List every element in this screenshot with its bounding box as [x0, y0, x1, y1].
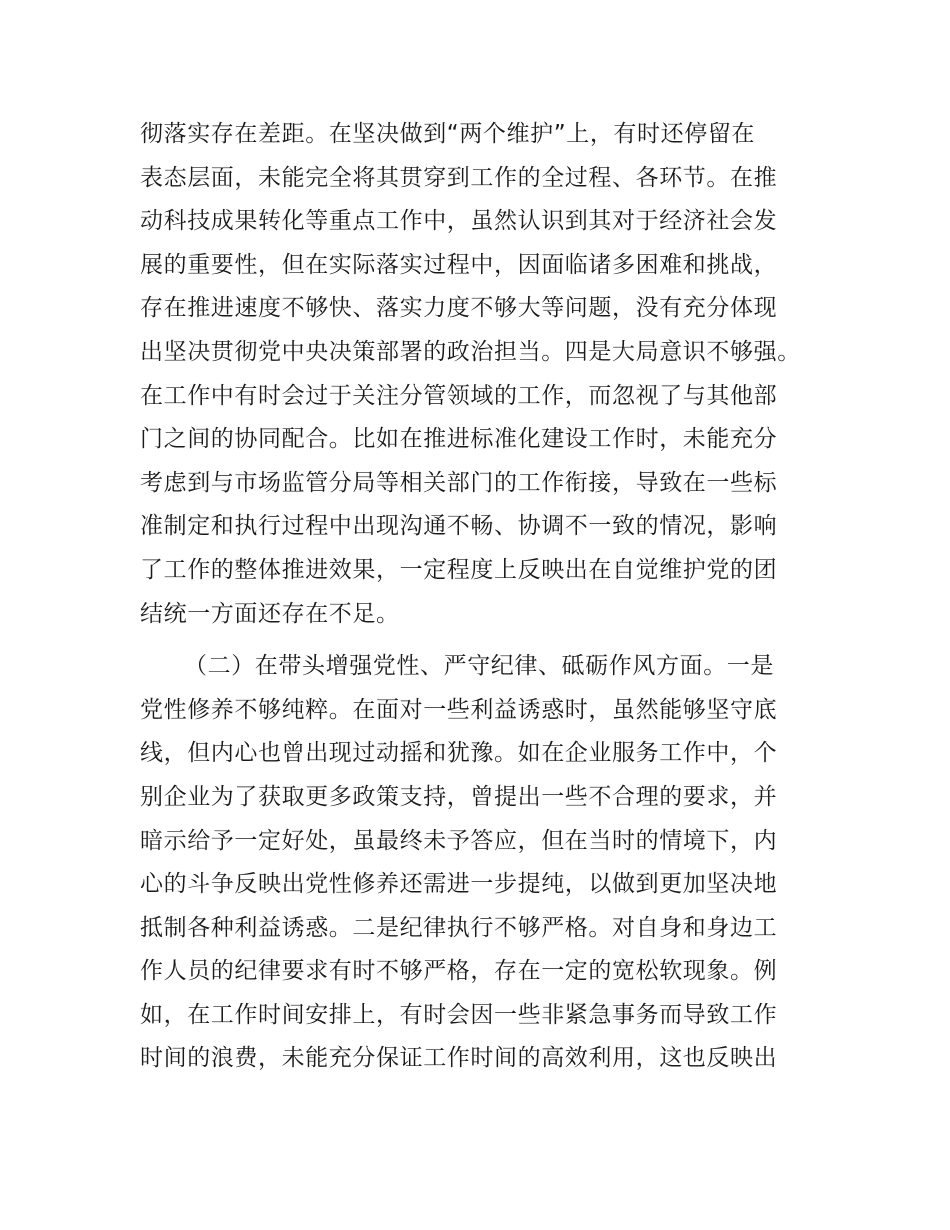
- text-line: 结统一方面还存在不足。: [140, 600, 400, 627]
- text-line: 存在推进速度不够快、落实力度不够大等问题，没有充分体现: [140, 295, 778, 322]
- paragraph-1: [140, 113, 830, 636]
- text-line: 心的斗争反映出党性修养还需进一步提纯，以做到更加坚决地: [140, 871, 778, 898]
- text-line: 了工作的整体推进效果，一定程度上反映出在自觉维护党的团: [140, 556, 778, 583]
- text-line: 别企业为了获取更多政策支持，曾提出一些不合理的要求，并: [140, 783, 778, 810]
- text-line: 在工作中有时会过于关注分管领域的工作，而忽视了与其他部: [140, 382, 778, 409]
- text-line: 表态层面，未能完全将其贯穿到工作的全过程、各环节。在推: [140, 164, 778, 191]
- text-line: 作人员的纪律要求有时不够严格，存在一定的宽松软现象。例: [140, 958, 778, 985]
- text-line: 暗示给予一定好处，虽最终未予答应，但在当时的情境下，内: [140, 827, 778, 854]
- text-line: 线，但内心也曾出现过动摇和犹豫。如在企业服务工作中，个: [140, 740, 778, 767]
- text-line: 展的重要性，但在实际落实过程中，因面临诸多困难和挑战，: [140, 251, 778, 278]
- paragraph-spacer: [140, 636, 830, 645]
- text-line: 如，在工作时间安排上，有时会因一些非紧急事务而导致工作: [140, 1001, 778, 1028]
- text-line: 彻落实存在差距。在坚决做到“两个维护”上，有时还停留在: [140, 121, 756, 147]
- text-line: 考虑到与市场监管分局等相关部门的工作衔接，导致在一些标: [140, 469, 778, 496]
- text-line: 动科技成果转化等重点工作中，虽然认识到其对于经济社会发: [140, 208, 778, 235]
- text-line: 抵制各种利益诱惑。二是纪律执行不够严格。对自身和身边工: [140, 914, 778, 941]
- text-line: 准制定和执行过程中出现沟通不畅、协调不一致的情况，影响: [140, 513, 778, 540]
- text-line: 党性修养不够纯粹。在面对一些利益诱惑时，虽然能够坚守底: [140, 696, 778, 723]
- text-line: 门之间的协同配合。比如在推进标准化建设工作时，未能充分: [140, 426, 778, 453]
- paragraph-2: [140, 645, 830, 1081]
- text-line: 出坚决贯彻党中央决策部署的政治担当。四是大局意识不够强。: [140, 338, 801, 365]
- text-line: 时间的浪费，未能充分保证工作时间的高效利用，这也反映出: [140, 1045, 778, 1072]
- body-text: [140, 113, 830, 1081]
- text-line: （二）在带头增强党性、严守纪律、砥砺作风方面。一是: [184, 653, 774, 680]
